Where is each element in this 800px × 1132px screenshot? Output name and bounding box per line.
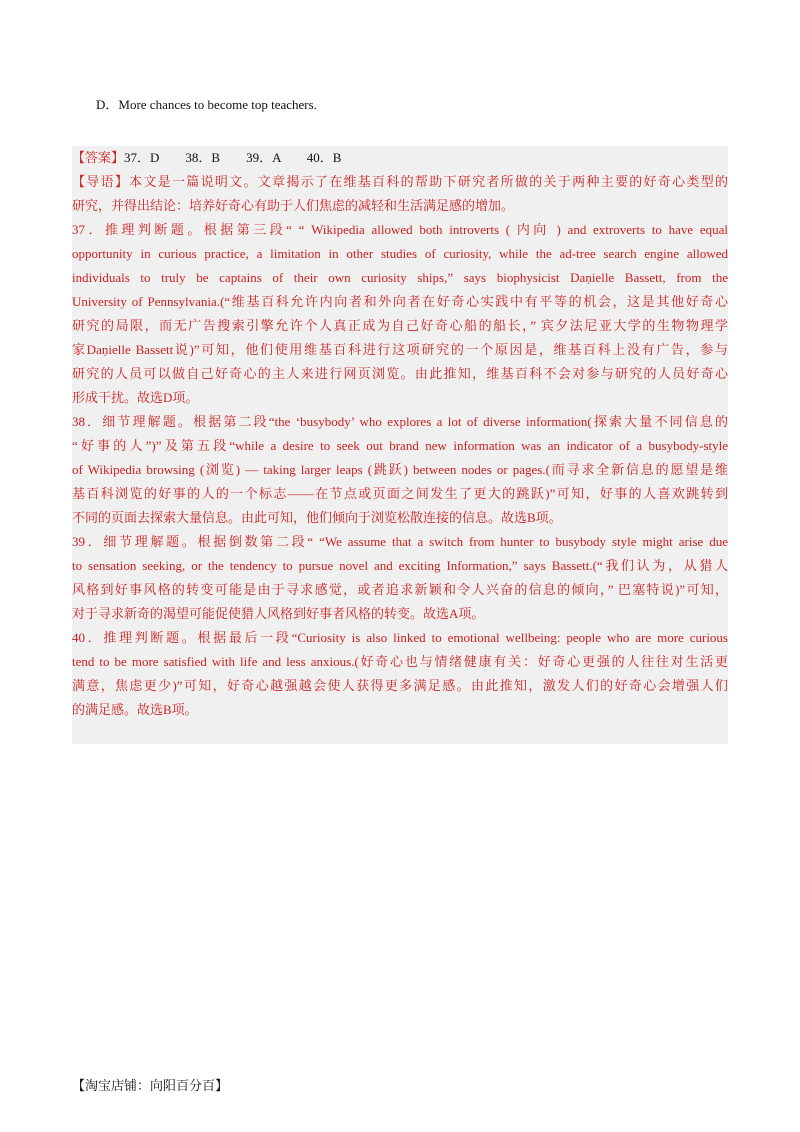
q38-line-4: 基百科浏览的好事的人的一个标志——在节点或页面之间发生了更大的跳跃)”可知，好事的人喜欢跳转到 — [72, 486, 728, 501]
q40-line-3: 满意，焦虑更少)”可知，好奇心越强越会使人获得更多满足感。由此推知，激发人们的好奇心会增强人们 — [72, 678, 728, 693]
q39-line-1: 39．细节理解题。根据倒数第二段“ “We assume that a switch from hunter to busybody style might arise due — [72, 534, 728, 549]
answer-label: 【答案】 — [72, 150, 125, 165]
q39-line-4: 对于寻求新奇的渴望可能促使猎人风格到好事者风格的转变。故选A项。 — [72, 606, 485, 621]
q38-line-5: 不同的页面去探索大量信息。由此可知，他们倾向于浏览松散连接的信息。故选B项。 — [72, 510, 562, 525]
q37-line-6: 家Daṇielle Bassett说)”可知，他们使用维基百科进行这项研究的一个原因是，维基百科上没有广告，参与 — [72, 342, 728, 357]
q37-line-4: University of Pennsylvania.(“维基百科允许内向者和外向者在好奇心实践中有平等的机会，这是其他好奇心 — [72, 294, 728, 309]
answer-explanation-block — [72, 146, 728, 744]
q39-line-2: to sensation seeking, or the tendency to pursue novel and exciting Information,” says Bassett.(“我们认为，从猎人 — [72, 558, 728, 573]
q40-line-1: 40．推理判断题。根据最后一段“Curiosity is also linked to emotional wellbeing: people who are more curious — [72, 630, 728, 645]
answer-text: 37．D 38．B 39．A 40．B — [124, 150, 342, 165]
q37-line-1: 37．推理判断题。根据第三段“ “ Wikipedia allowed both introverts ( 内向 ) and extroverts to have equal — [72, 222, 728, 237]
q39-line-3: 风格到好事风格的转变可能是由于寻求感觉，或者追求新颖和令人兴奋的信息的倾向，” 巴塞特说)”可知， — [72, 582, 728, 597]
q38-line-1: 38．细节理解题。根据第二段“the ‘busybody’ who explores a lot of diverse information(探索大量不同信息的 — [72, 414, 728, 429]
q40-line-2: tend to be more satisfied with life and less anxious.(好奇心也与情绪健康有关：好奇心更强的人往往对生活更 — [72, 654, 728, 669]
answer-line — [72, 146, 341, 170]
q40-line-4: 的满足感。故选B项。 — [72, 702, 198, 717]
guide-line-2: 研究，并得出结论：培养好奇心有助于人们焦虑的减轻和生活满足感的增加。 — [72, 198, 515, 213]
q37-line-2: opportunity in curious practice, a limitation in other studies of curiosity, while the ad-tree search engine allowed — [72, 246, 728, 261]
q37-line-3: individuals to truly be captains of their own curiosity ships,” says biophysicist Daṇielle Bassett, from the — [72, 270, 728, 285]
q38-line-2: “好事的人”)”及第五段“while a desire to seek out brand new information was an indicator of a busybody-style — [72, 438, 728, 453]
q38-line-3: of Wikipedia browsing (浏览) — taking larger leaps (跳跃) between nodes or pages.(而寻求全新信息的愿望是维 — [72, 462, 728, 477]
guide-line-1: 【导语】本文是一篇说明文。文章揭示了在维基百科的帮助下研究者所做的关于两种主要的好奇心类型的 — [72, 174, 728, 189]
q37-line-5: 研究的局限，而无广告搜索引擎允许个人真正成为自己好奇心船的船长，” 宾夕法尼亚大学的生物物理学 — [72, 318, 728, 333]
q37-line-8: 形成干扰。故选D项。 — [72, 390, 199, 405]
option-d: D．More chances to become top teachers. — [96, 97, 317, 112]
q37-line-7: 研究的人员可以做自己好奇心的主人来进行网页浏览。由此推知，维基百科不会对参与研究的人员好奇心 — [72, 366, 728, 381]
footer-shop-label: 【淘宝店铺：向阳百分百】 — [72, 1079, 229, 1094]
